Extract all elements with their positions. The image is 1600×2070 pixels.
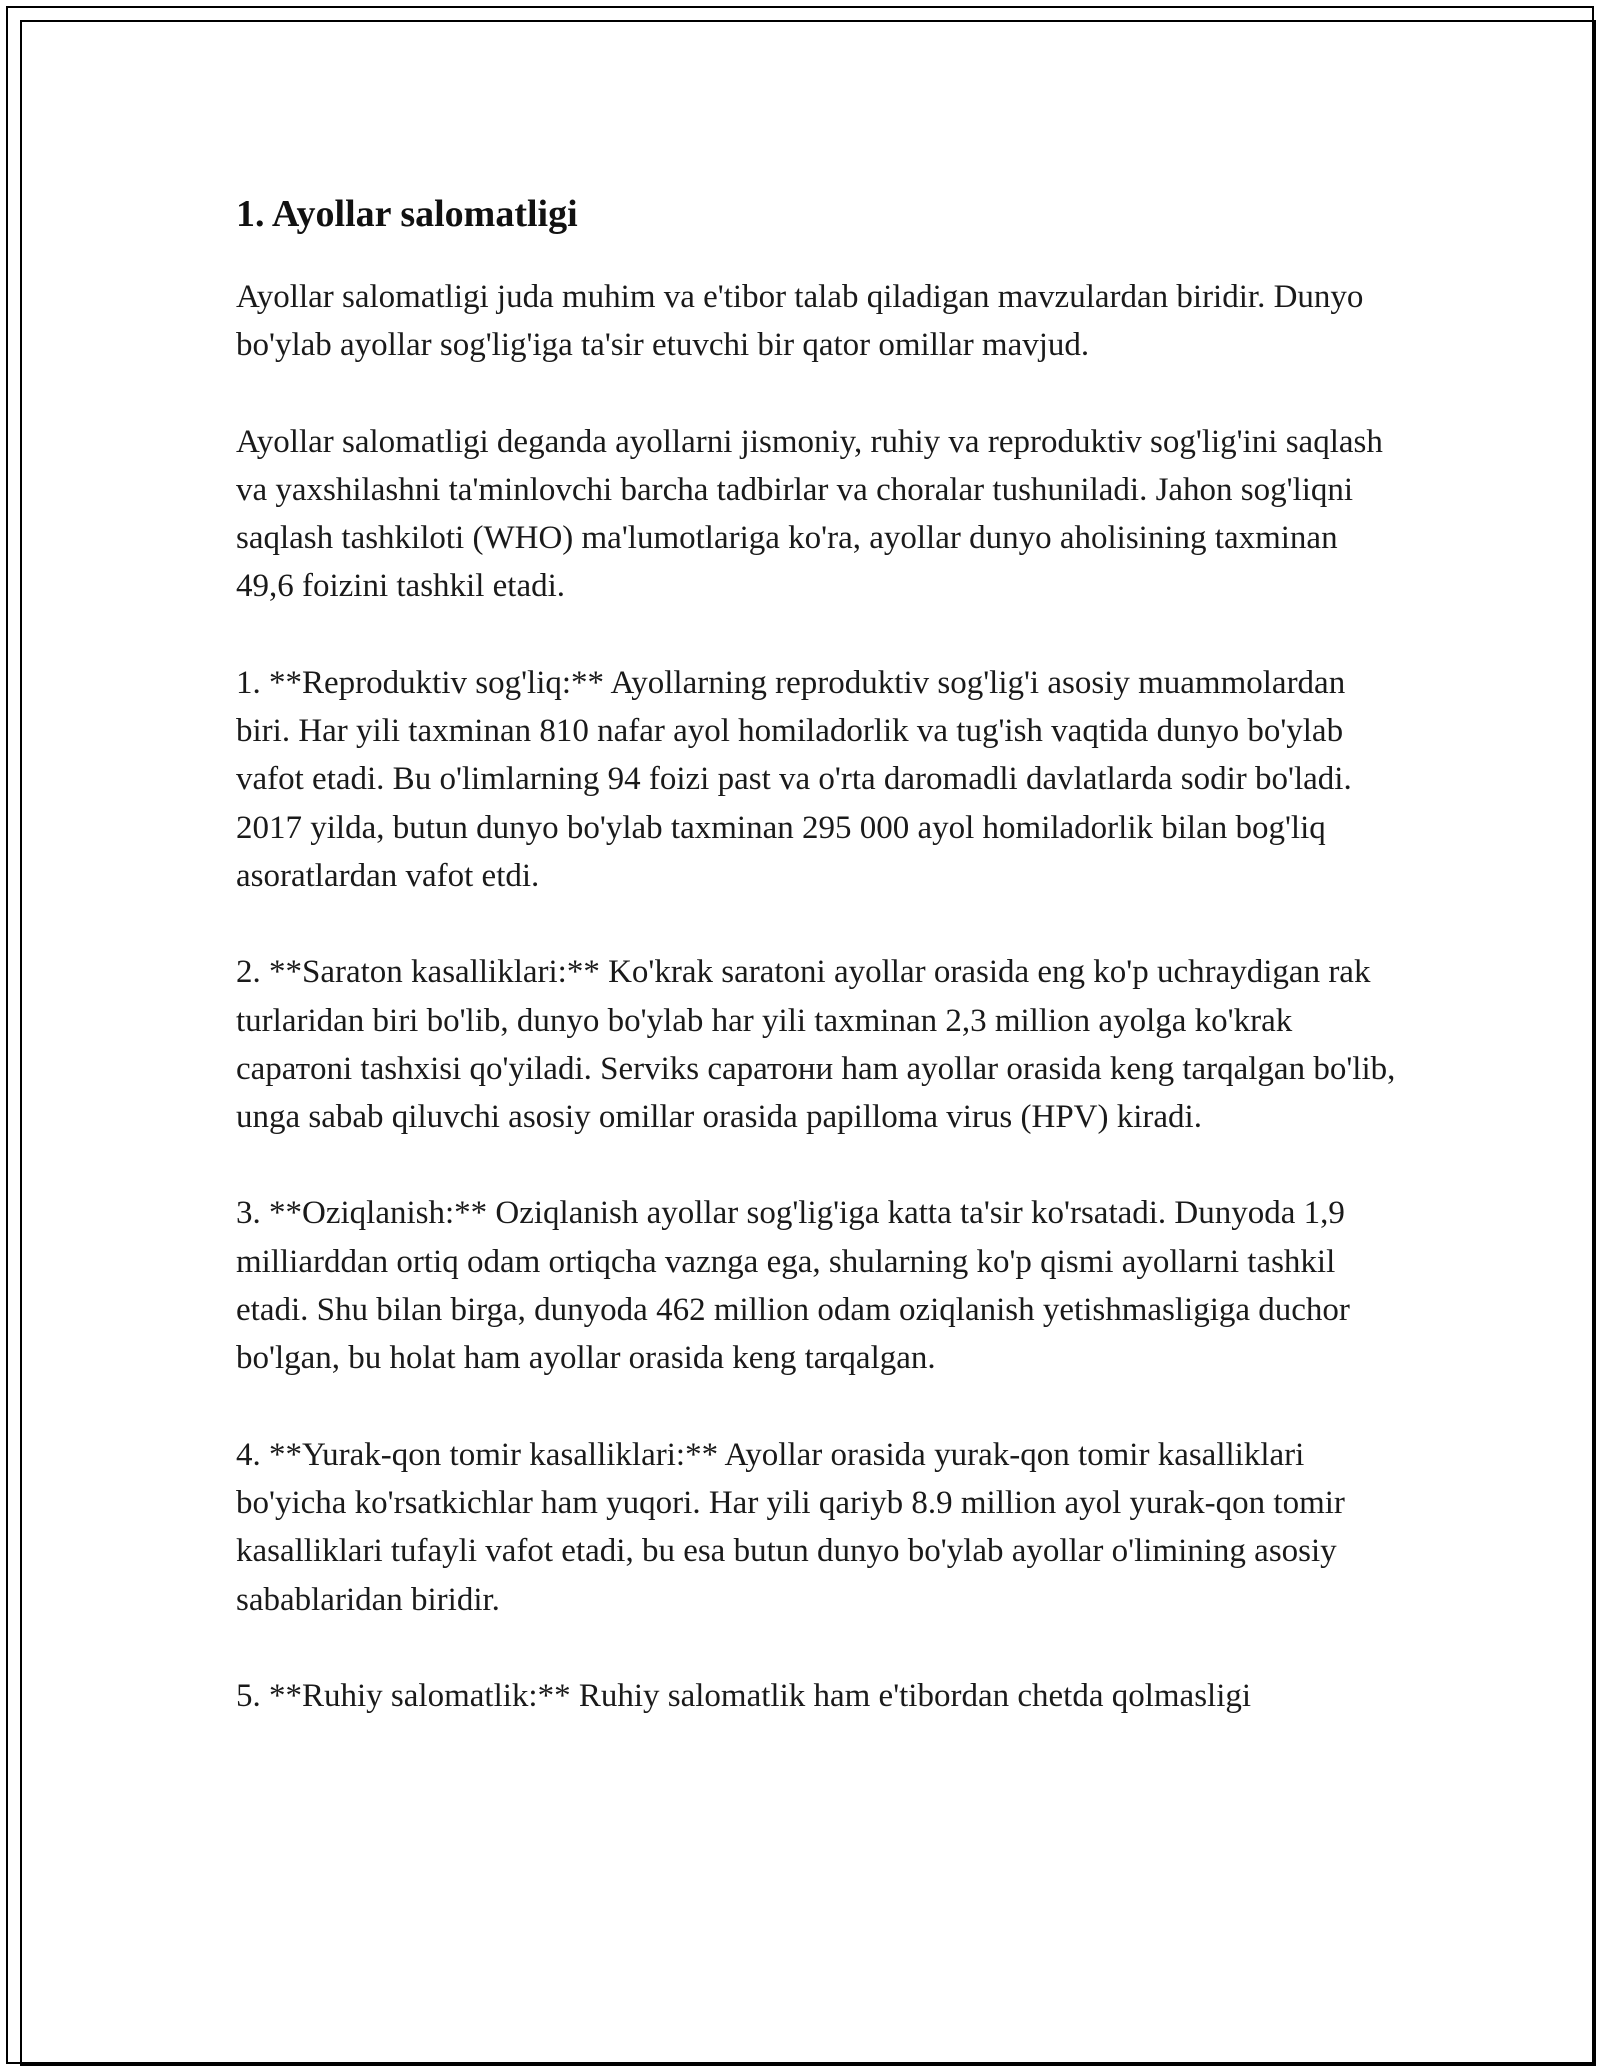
document-body: [236, 188, 1396, 1720]
paragraph-reproductive-health: 1. **Reproduktiv sog'liq:** Ayollarning reproduktiv sog'lig'i asosiy muammolardan biri. Har yili taxminan 810 nafar ayol homiladorlik va tug'ish vaqtida dunyo bo'ylab vafot etadi. Bu o'limlarning 94 foizi past va o'rta daromadli davlatlarda sodir bo'ladi. 2017 yilda, butun dunyo bo'ylab taxminan 295 000 ayol homiladorlik bilan bog'liq asoratlardan vafot etdi.: [236, 664, 1352, 894]
paragraph-definition: Ayollar salomatligi deganda ayollarni jismoniy, ruhiy va reproduktiv sog'lig'ini saqlash va yaxshilashni ta'minlovchi barcha tadbirlar va choralar tushuniladi. Jahon sog'liqni saqlash tashkiloti (WHO) ma'lumotlariga ko'ra, ayollar dunyo aholisining taxminan 49,6 foizini tashkil etadi.: [236, 423, 1383, 605]
paragraph-cancer: 2. **Saraton kasalliklari:** Ko'krak saratoni ayollar orasida eng ko'p uchraydigan rak turlaridan biri bo'lib, dunyo bo'ylab har yili taxminan 2,3 million ayolga ko'krak сapатoni tashxisi qo'yiladi. Serviks сapатoни ham ayollar orasida keng tarqalgan bo'lib, unga sabab qiluvchi asosiy omillar orasida papilloma virus (HPV) kiradi.: [236, 954, 1396, 1136]
paragraph-cardiovascular: 4. **Yurak-qon tomir kasalliklari:** Ayollar orasida yurak-qon tomir kasalliklari bo'yicha ko'rsatkichlar ham yuqori. Har yili qariyb 8.9 million ayol yurak-qon tomir kasalliklari tufayli vafot etadi, bu esa butun dunyo bo'ylab ayollar o'limining asosiy sabablaridan biridir.: [236, 1436, 1345, 1618]
paragraph-nutrition: 3. **Oziqlanish:** Oziqlanish ayollar sog'lig'iga katta ta'sir ko'rsatadi. Dunyoda 1,9 milliarddan ortiq odam ortiqcha vaznga ega, shularning ko'p qismi ayollarni tashkil etadi. Shu bilan birga, dunyoda 462 million odam oziqlanish yetishmasligiga duchor bo'lgan, bu holat ham ayollar orasida keng tarqalgan.: [236, 1195, 1350, 1377]
paragraph-mental-health: 5. **Ruhiy salomatlik:** Ruhiy salomatlik ham e'tibordan chetda qolmasligi: [236, 1677, 1252, 1714]
section-heading: 1. Ayollar salomatligi: [236, 193, 578, 235]
paragraph-intro: Ayollar salomatligi juda muhim va e'tibor talab qiladigan mavzulardan biridir. Dunyo bo'ylab ayollar sog'lig'iga ta'sir etuvchi bir qator omillar mavjud.: [236, 279, 1364, 364]
